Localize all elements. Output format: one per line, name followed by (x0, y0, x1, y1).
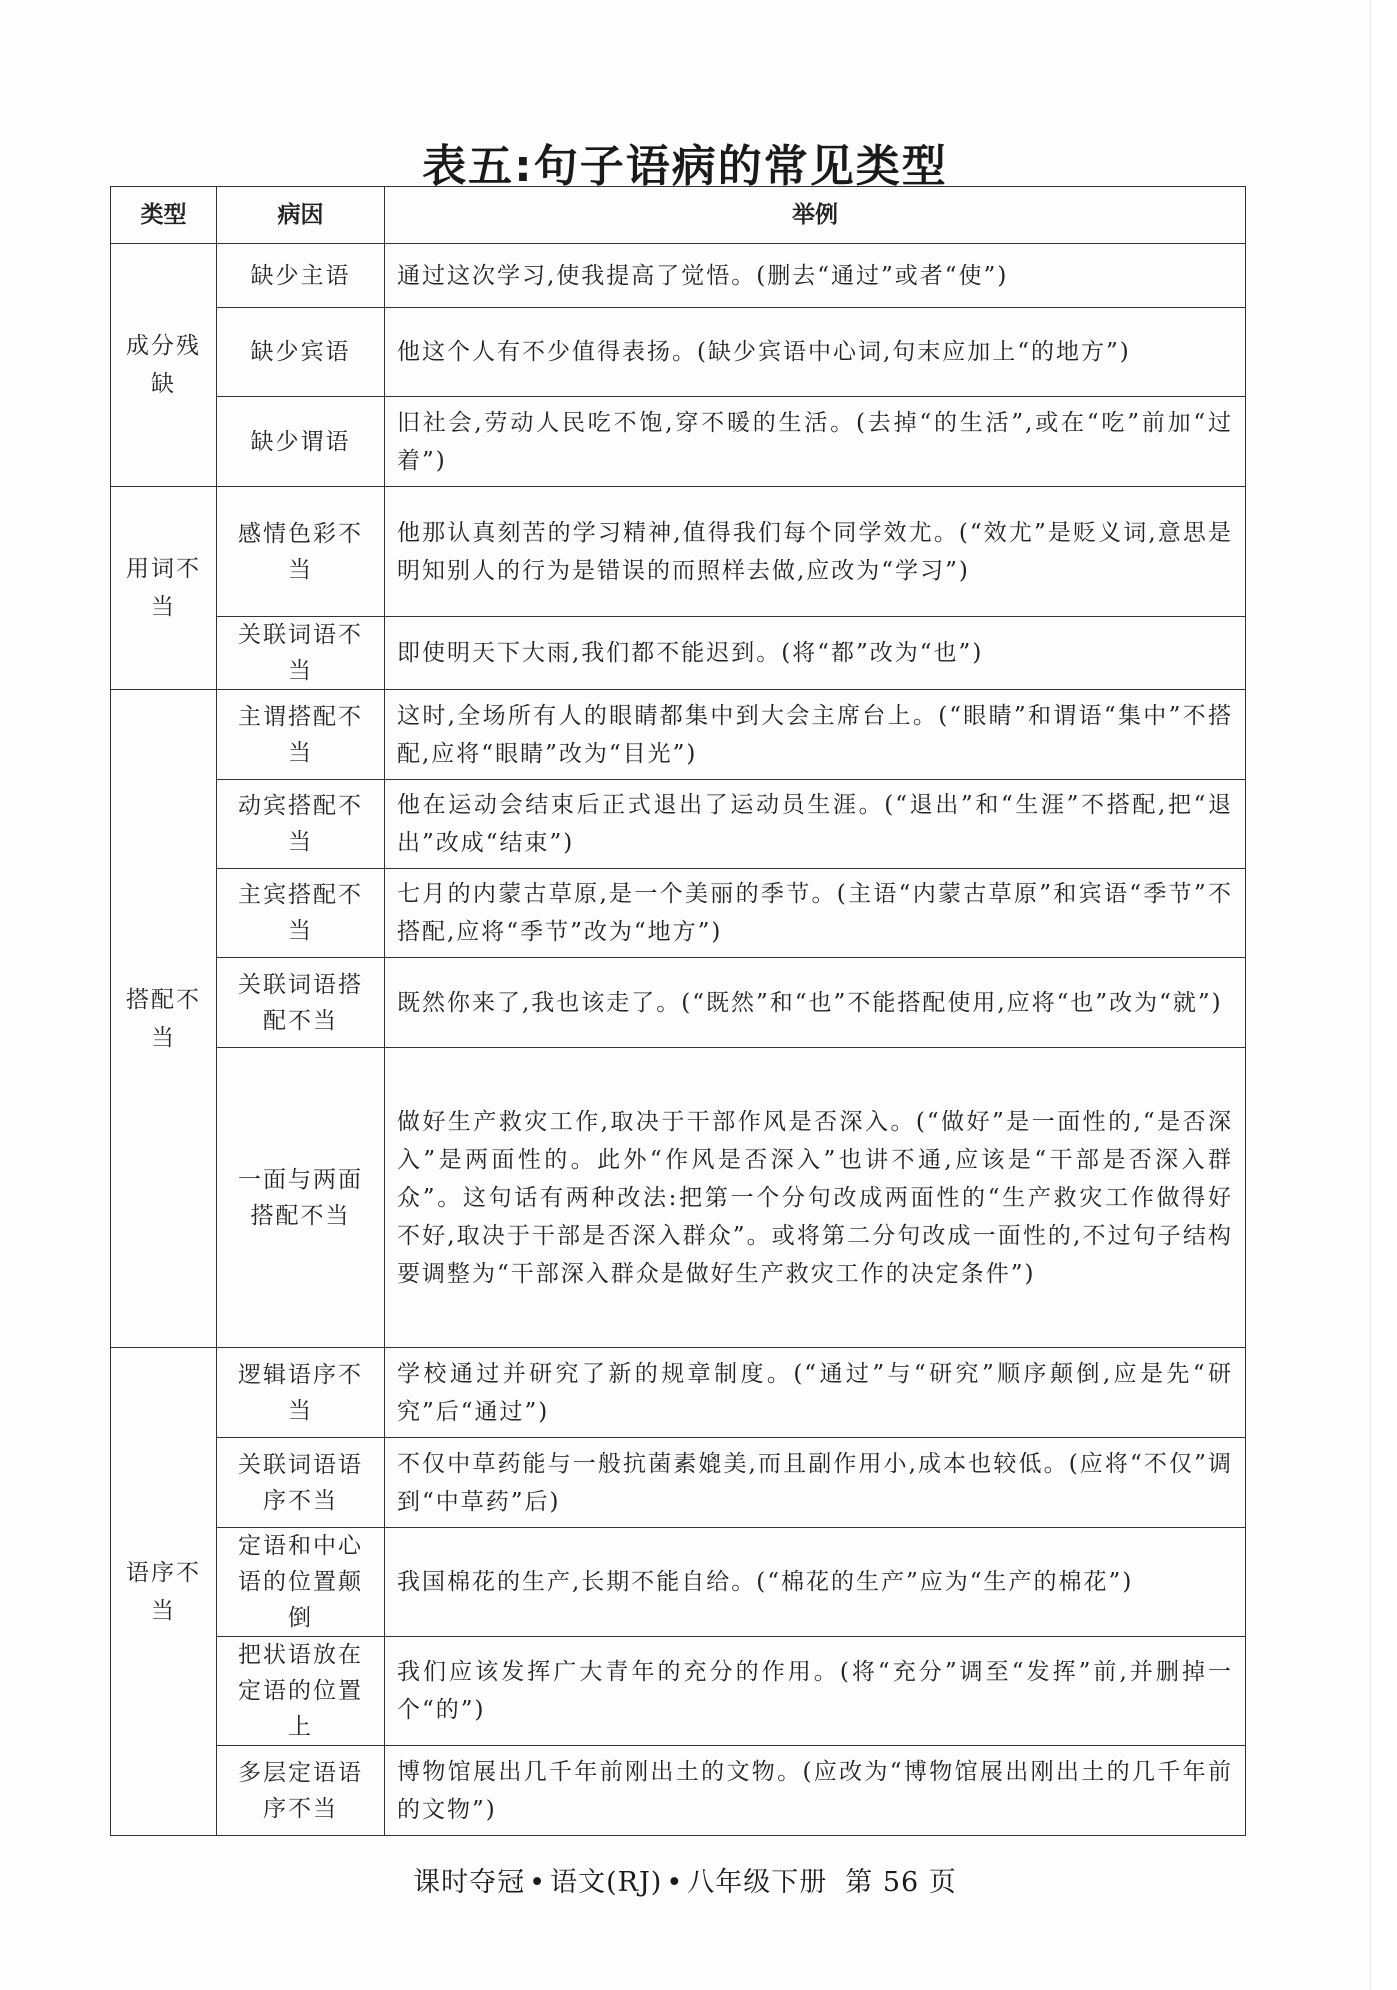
cause-cell: 主谓搭配不当 (217, 690, 385, 780)
table-row (111, 308, 1246, 397)
table-row (111, 1528, 1246, 1637)
table-row (111, 690, 1246, 780)
example-cell: 他那认真刻苦的学习精神,值得我们每个同学效尤。(“效尤”是贬义词,意思是明知别人的行为是错误的而照样去做,应改为“学习”) (385, 487, 1246, 617)
example-cell: 通过这次学习,使我提高了觉悟。(删去“通过”或者“使”) (385, 244, 1246, 308)
example-cell: 他这个人有不少值得表扬。(缺少宾语中心词,句末应加上“的地方”) (385, 308, 1246, 397)
header-type: 类型 (111, 187, 217, 244)
example-cell: 旧社会,劳动人民吃不饱,穿不暖的生活。(去掉“的生活”,或在“吃”前加“过着”) (385, 397, 1246, 487)
type-cell: 成分残缺 (111, 244, 217, 487)
table-row (111, 617, 1246, 690)
table-row (111, 244, 1246, 308)
header-example: 举例 (385, 187, 1246, 244)
cause-cell: 缺少主语 (217, 244, 385, 308)
example-cell: 他在运动会结束后正式退出了运动员生涯。(“退出”和“生涯”不搭配,把“退出”改成“结束”) (385, 780, 1246, 869)
cause-cell: 主宾搭配不当 (217, 869, 385, 958)
example-cell: 学校通过并研究了新的规章制度。(“通过”与“研究”顺序颠倒,应是先“研究”后“通过”) (385, 1348, 1246, 1438)
example-cell: 我们应该发挥广大青年的充分的作用。(将“充分”调至“发挥”前,并删掉一个“的”) (385, 1637, 1246, 1746)
cause-cell: 关联词语不当 (217, 617, 385, 690)
footer-subject: 语文(RJ) (550, 1867, 663, 1898)
header-cause: 病因 (217, 187, 385, 244)
table-row (111, 487, 1246, 617)
table-row (111, 869, 1246, 958)
table-row (111, 1746, 1246, 1836)
example-cell: 七月的内蒙古草原,是一个美丽的季节。(主语“内蒙古草原”和宾语“季节”不搭配,应将“季节”改为“地方”) (385, 869, 1246, 958)
cause-cell: 一面与两面搭配不当 (217, 1048, 385, 1348)
cause-cell: 缺少宾语 (217, 308, 385, 397)
cause-cell: 定语和中心语的位置颠倒 (217, 1528, 385, 1637)
example-cell: 我国棉花的生产,长期不能自给。(“棉花的生产”应为“生产的棉花”) (385, 1528, 1246, 1637)
example-cell: 既然你来了,我也该走了。(“既然”和“也”不能搭配使用,应将“也”改为“就”) (385, 958, 1246, 1048)
table-header-row (111, 187, 1246, 244)
table-row (111, 958, 1246, 1048)
cause-cell: 逻辑语序不当 (217, 1348, 385, 1438)
type-cell: 语序不当 (111, 1348, 217, 1836)
footer-separator: • (666, 1867, 684, 1898)
table-row (111, 780, 1246, 869)
example-cell: 即使明天下大雨,我们都不能迟到。(将“都”改为“也”) (385, 617, 1246, 690)
cause-cell: 把状语放在定语的位置上 (217, 1637, 385, 1746)
table-row (111, 1438, 1246, 1528)
cause-cell: 感情色彩不当 (217, 487, 385, 617)
example-cell: 博物馆展出几千年前刚出土的文物。(应改为“博物馆展出刚出土的几千年前的文物”) (385, 1746, 1246, 1836)
footer-separator: • (529, 1867, 547, 1898)
footer-book: 课时夺冠 (413, 1867, 526, 1898)
cause-cell: 动宾搭配不当 (217, 780, 385, 869)
example-cell: 做好生产救灾工作,取决于干部作风是否深入。(“做好”是一面性的,“是否深入”是两面性的。此外“作风是否深入”也讲不通,应该是“干部是否深入群众”。这句话有两种改法:把第一个分句改成两面性的“生产救灾工作做得好不好,取决于干部是否深入群众”。或将第二分句改成一面性的,不过句子结构要调整为“干部深入群众是做好生产救灾工作的决定条件”) (385, 1048, 1246, 1348)
page-footer (0, 1860, 1370, 1899)
footer-grade: 八年级下册 (687, 1867, 828, 1898)
table-row (111, 1048, 1246, 1348)
table-row (111, 1348, 1246, 1438)
footer-page-number: 第 56 页 (845, 1867, 957, 1898)
type-cell: 用词不当 (111, 487, 217, 690)
cause-cell: 关联词语搭配不当 (217, 958, 385, 1048)
type-cell: 搭配不当 (111, 690, 217, 1348)
cause-cell: 多层定语语序不当 (217, 1746, 385, 1836)
table-row (111, 397, 1246, 487)
error-types-table (110, 186, 1246, 1836)
page-title: 表五:句子语病的常见类型 (422, 141, 948, 192)
example-cell: 这时,全场所有人的眼睛都集中到大会主席台上。(“眼睛”和谓语“集中”不搭配,应将“眼睛”改为“目光”) (385, 690, 1246, 780)
cause-cell: 关联词语语序不当 (217, 1438, 385, 1528)
cause-cell: 缺少谓语 (217, 397, 385, 487)
table-row (111, 1637, 1246, 1746)
example-cell: 不仅中草药能与一般抗菌素媲美,而且副作用小,成本也较低。(应将“不仅”调到“中草药”后) (385, 1438, 1246, 1528)
